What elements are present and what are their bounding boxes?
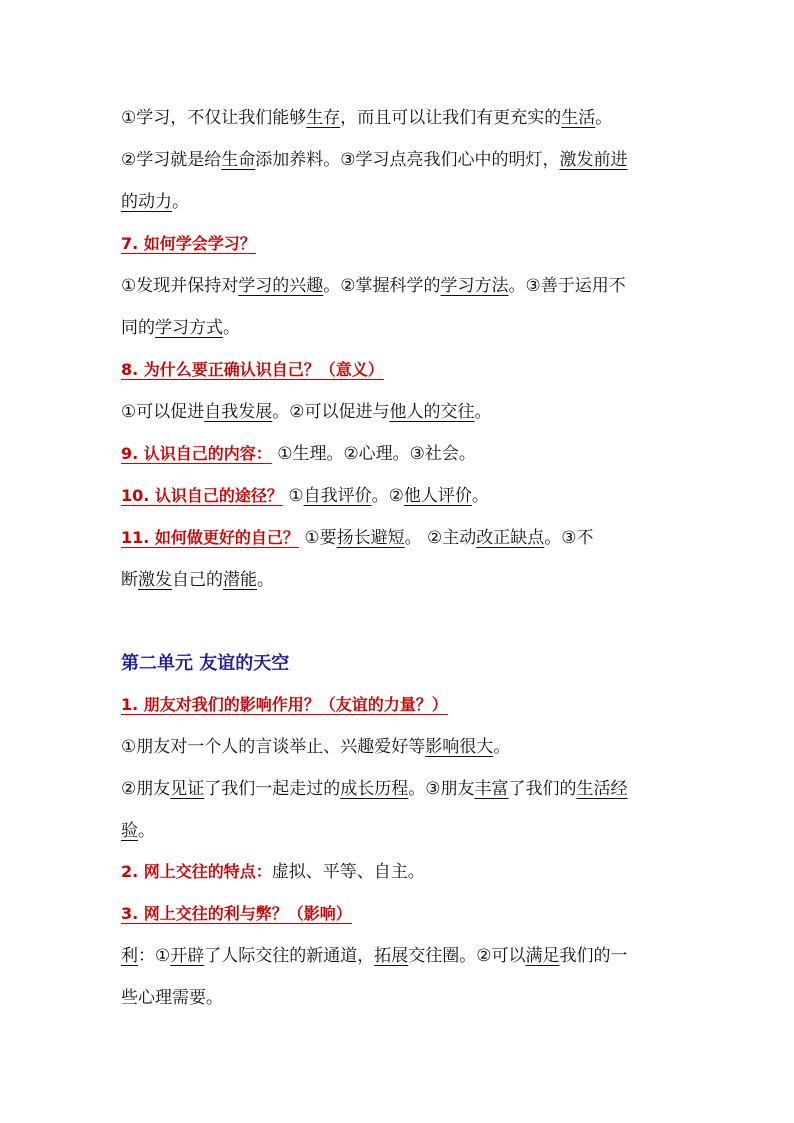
underlined-keyword: 验 [121,821,138,841]
text-segment: ①朋友对一个人的言谈举止、兴趣爱好等 [121,737,426,757]
underlined-keyword: 他人的交往 [389,402,475,422]
text-line [121,777,628,801]
question-heading: 7. 如何学会学习？ [121,234,256,253]
text-segment: 。 [138,821,155,841]
underlined-keyword: 生活 [561,108,596,128]
underlined-keyword: 改正缺点 [476,528,545,548]
underlined-keyword: 生命 [221,150,256,170]
underlined-keyword: 他人评价 [403,486,472,506]
underlined-keyword: 生活经 [576,779,628,799]
text-segment: ①要 [298,528,337,548]
text-line [121,274,626,298]
text-segment: 。③不 [544,528,594,548]
text-line [121,358,384,382]
underlined-keyword: 满足 [525,946,560,966]
text-line [121,986,223,1010]
underlined-keyword: 的动力 [121,192,172,212]
question-heading: 8. 为什么要正确认识自己？（意义） [121,360,384,379]
text-segment: ①可以促进 [121,402,205,422]
underlined-keyword: 潜能 [223,570,257,590]
underlined-keyword: 学习方法 [440,276,509,296]
question-heading: 9. 认识自己的内容： [121,444,272,463]
text-line [121,148,628,172]
underlined-keyword: 成长历程 [340,779,409,799]
underlined-keyword: 激发前进 [559,150,628,170]
text-line [121,232,256,256]
underlined-keyword: 生存 [306,108,341,128]
unit-heading: 第二单元 友谊的天空 [121,653,290,674]
text-segment: 。 [172,192,189,212]
text-segment: ，而且可以让我们有更充实的 [340,108,562,128]
text-line [121,735,510,759]
text-segment: 了我们的 [508,779,577,799]
text-line [121,944,628,968]
text-line [121,190,189,214]
text-segment: 。③朋友 [408,779,475,799]
text-line [121,652,289,676]
underlined-keyword: 丰富 [474,779,509,799]
text-segment: 同的 [121,318,155,338]
underlined-keyword: 影响很大 [425,737,494,757]
text-segment: ①生理。②心理。③社会。 [271,444,476,464]
text-line [121,526,593,550]
text-line [121,902,352,926]
text-line [121,860,425,884]
question-heading: 11. 如何做更好的自己？ [121,528,299,547]
text-segment: 虚拟、平等、自主。 [271,862,425,882]
text-segment: 我们的一 [559,946,628,966]
text-line [121,819,155,843]
text-line [121,106,612,130]
text-segment: ：① [138,946,171,966]
underlined-keyword: 学习方式 [155,318,223,338]
text-line [121,442,476,466]
text-segment: 。② [371,486,404,506]
text-segment: 自己的 [172,570,223,590]
text-segment: ②学习就是给 [121,150,222,170]
text-segment: 。 [471,486,489,506]
text-segment: 。 [474,402,492,422]
text-line [121,693,448,717]
text-segment: 。③善于运用不 [508,276,626,296]
question-heading: 1. 朋友对我们的影响作用？（友谊的力量？） [121,695,448,714]
text-segment: 。 [595,108,613,128]
text-segment: 。 [223,318,240,338]
text-segment: ①学习，不仅让我们能够 [121,108,307,128]
underlined-keyword: 拓展 [374,946,409,966]
text-segment: 。 [257,570,274,590]
underlined-keyword: 开辟 [170,946,205,966]
underlined-keyword: 学习的兴趣 [238,276,324,296]
text-segment: 些心理需要。 [121,988,223,1008]
text-segment: ②朋友 [121,779,171,799]
text-segment: 。②可以促进与 [272,402,390,422]
underlined-keyword: 自我评价 [303,486,372,506]
text-line [121,484,489,508]
text-segment: 添加养料。③学习点亮我们心中的明灯， [255,150,560,170]
text-line [121,400,492,424]
text-segment: 断 [121,570,138,590]
question-heading: 2. 网上交往的特点： [121,862,272,881]
text-line [121,568,274,592]
text-segment: 了我们一起走过的 [204,779,341,799]
question-heading: 10. 认识自己的途径？ [121,486,283,505]
underlined-keyword: 自我发展 [204,402,273,422]
underlined-keyword: 利 [121,946,138,966]
underlined-keyword: 激发 [138,570,172,590]
text-segment: 。 [493,737,511,757]
text-segment: 。 ②主动 [404,528,477,548]
underlined-keyword: 扬长避短 [336,528,405,548]
underlined-keyword: 见证 [170,779,205,799]
question-heading: 3. 网上交往的利与弊？（影响） [121,904,352,923]
text-segment: 交往圈。②可以 [408,946,526,966]
text-line [121,316,240,340]
text-segment: ①发现并保持对 [121,276,239,296]
text-segment: 了人际交往的新通道， [204,946,375,966]
text-segment: ① [282,486,304,506]
text-segment: 。②掌握科学的 [323,276,441,296]
